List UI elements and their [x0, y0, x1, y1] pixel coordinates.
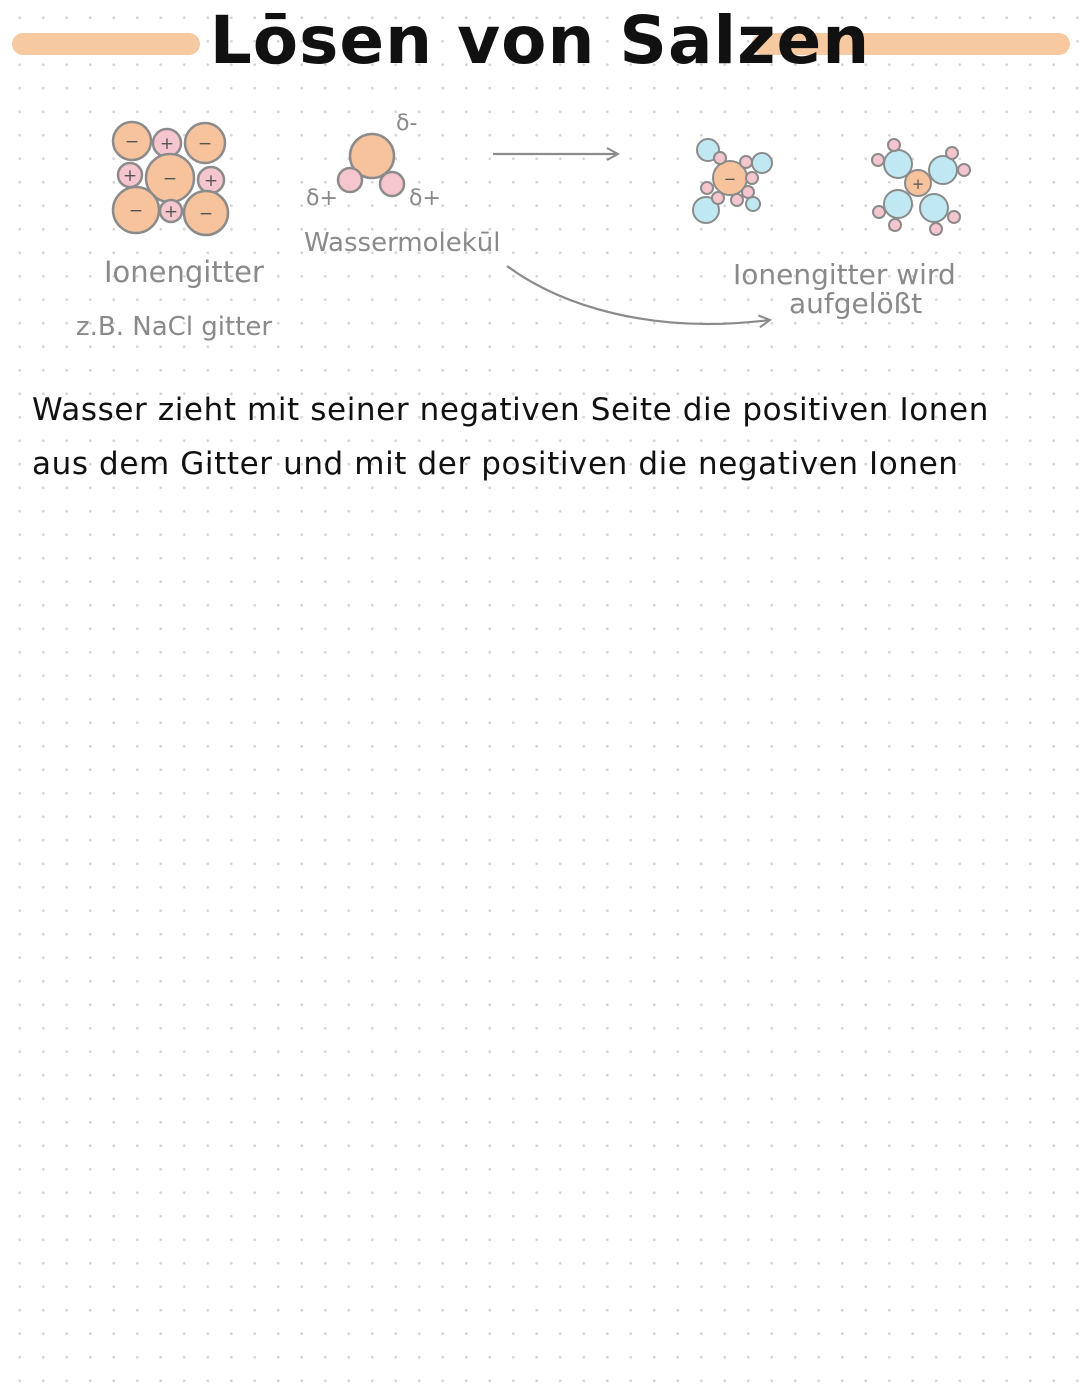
- charge-oxygen: δ-: [396, 111, 418, 136]
- water-molecule: [746, 197, 760, 211]
- charge-hydrogen-right: δ+: [409, 186, 441, 211]
- curved-arrow: [507, 266, 770, 324]
- minus-sign: −: [124, 132, 140, 152]
- hydrogen-atom: [889, 219, 901, 231]
- hydrogen-atom: [740, 156, 752, 168]
- hydrogen-atom: [888, 139, 900, 151]
- hydrogen-atom: [701, 182, 713, 194]
- hydrated-cation: [872, 139, 970, 235]
- plus-sign: +: [163, 202, 179, 222]
- water-molecule: [920, 194, 948, 222]
- minus-sign: −: [723, 170, 737, 188]
- hydrogen-atom: [731, 194, 743, 206]
- hydrogen-atom: [746, 172, 758, 184]
- hydrogen-atom: [946, 147, 958, 159]
- hydrogen-atom: [380, 172, 404, 196]
- minus-sign: −: [198, 204, 214, 224]
- water-molecule: [929, 156, 957, 184]
- hydrated-anion: [693, 139, 772, 223]
- water-molecule: [752, 153, 772, 173]
- plus-sign: +: [122, 166, 138, 186]
- water-molecule: [884, 190, 912, 218]
- body-text-line-1: Wasser zieht mit seiner negativen Seite die positiven Ionen: [32, 392, 989, 428]
- hydrogen-atom: [872, 154, 884, 166]
- hydrogen-atom: [742, 186, 754, 198]
- lattice-example: z.B. NaCl gitter: [76, 312, 273, 342]
- result-label-line2: aufgelößt: [789, 287, 923, 320]
- minus-sign: −: [197, 134, 213, 154]
- minus-sign: −: [128, 201, 144, 221]
- plus-sign: +: [203, 171, 219, 191]
- ion-lattice: [113, 122, 228, 235]
- result-label-line1: Ionengitter wird: [733, 258, 956, 291]
- plus-sign: +: [911, 175, 925, 193]
- charge-hydrogen-left: δ+: [306, 186, 338, 211]
- hydrogen-atom: [712, 192, 724, 204]
- plus-sign: +: [159, 134, 175, 154]
- hydrogen-atom: [958, 164, 970, 176]
- body-text-line-2: aus dem Gitter und mit der positiven die negativen Ionen: [32, 446, 959, 482]
- water-molecule-label: Wassermolekūl: [304, 228, 501, 258]
- hydrogen-atom: [714, 152, 726, 164]
- minus-sign: −: [162, 169, 178, 189]
- page-title: Lōsen von Salzen: [209, 2, 871, 79]
- hydrogen-atom: [873, 206, 885, 218]
- water-molecule: [306, 111, 441, 211]
- lattice-label: Ionengitter: [104, 255, 264, 289]
- hydrogen-atom: [338, 168, 362, 192]
- hydrogen-atom: [948, 211, 960, 223]
- hydrogen-atom: [930, 223, 942, 235]
